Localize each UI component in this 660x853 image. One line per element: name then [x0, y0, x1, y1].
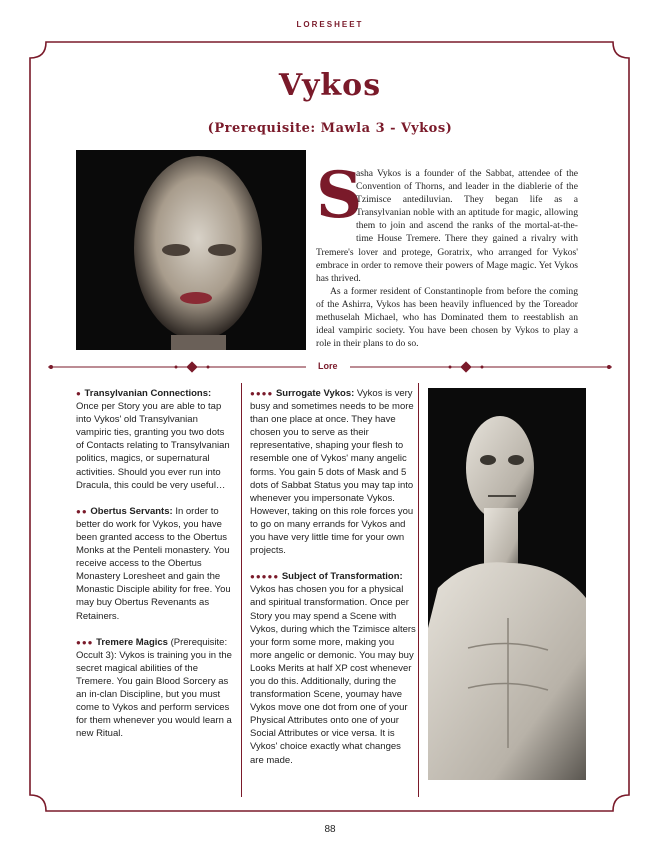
- lore-entry-name: Subject of Transformation:: [281, 571, 403, 583]
- section-header: LORESHEET: [296, 20, 364, 29]
- lore-entry-text: In order to better do work for Vykos, you have been granted access to the Obertus Monks at the Penteli monastery. You receive access to the Obertus Monastery Loresheet and gain the Monastic Disciple ability for free. You may buy Obertus Revenants as Retainers.: [76, 505, 231, 622]
- column-rule: [241, 383, 242, 797]
- dot-rating: ●●●: [76, 637, 94, 647]
- lore-entry: [76, 387, 232, 492]
- lore-entry-name: Obertus Servants:: [90, 505, 173, 517]
- page-number: 88: [324, 824, 336, 835]
- column-rule: [418, 383, 419, 797]
- lore-entry: [250, 570, 416, 766]
- prerequisite-subtitle: (Prerequisite: Mawla 3 - Vykos): [207, 121, 453, 136]
- lore-entry: [76, 636, 232, 741]
- vykos-portrait-image: [76, 150, 306, 350]
- lore-entry-name: Surrogate Vykos:: [275, 388, 355, 399]
- dot-rating: ●: [76, 389, 82, 398]
- lore-entry-text: Once per Story you are able to tap into Vykos' old Transylvanian vampiric ties, granting you two dots of Contacts relating to Transylvanian politics, magics, or supernatural activities. Should you ever run into Dracula, this could be very useful…: [76, 401, 230, 491]
- divider-label: Lore: [318, 361, 338, 371]
- lore-entry-name: Tremere Magics: [96, 636, 168, 648]
- drop-cap: S: [316, 158, 363, 233]
- lore-entry-text: Vykos is very busy and sometimes needs to be more than one place at once. They have chosen you to serve as their representative, shaping your flesh to resemble one of Vykos' many angelic forms. You gain 5 dots of Mask and 5 dots of Sabbat Status you may tap into whenever you impersonate Vykos. However, taking on this role forces you to go on many errands for Vykos and you have very little time for your own projects.: [250, 388, 414, 557]
- lore-column-left: [76, 387, 232, 753]
- intro-paragraph-1: asha Vykos is a founder of the Sabbat, attendee of the Convention of Thorns, and leader in the diablerie of the Tzimisce antediluvian. They began life as a Transylvanian noble with an aptitude for magic, allowing them to join and ascend the ranks of the mortal-at-the-time House Tremere. There they gained a rivalry with Tremere's lover and protege, Goratrix, who arranged for Vykos' embrace in order to remove their powers of Mage magic. Yet Vykos has thrived.: [316, 168, 578, 284]
- lore-column-middle: [250, 387, 416, 780]
- lore-entry-name: Transylvanian Connections:: [84, 388, 212, 399]
- dot-rating: ●●: [76, 506, 88, 516]
- dot-rating: ●●●●●: [250, 572, 280, 582]
- intro-text: [316, 158, 578, 350]
- intro-paragraph-2: As a former resident of Constantinople from before the coming of the Ashirra, Vykos has been heavily influenced by the Toreador methuselah Michael, who has Dominated them to reestablish an ideal vampiric society. You have been chosen by Vykos to play a role in their plans to do so.: [316, 285, 578, 350]
- page-title: Vykos: [278, 68, 382, 103]
- lore-entry: [250, 387, 416, 557]
- lore-entry-text: Vykos has chosen you for a physical and spiritual transformation. Once per Story you may spend a Scene with Vykos, during which the Tzimisce alters your form some more, making you more angelic or demonic. You may buy Looks Merits at half XP cost whenever you do this. Additionally, during the transformation Scene, youmay have Vykos move one dot from one of your Physical Attributes onto one of your Social Attributes or vice versa. It is Vykos' choice exactly what changes are made.: [250, 584, 416, 766]
- lore-entry-text: (Prerequisite: Occult 3): Vykos is training you in the secret magical abilities of the Tremere. You gain Blood Sorcery as an in-clan Discipline, but you must come to Vykos and perform services for them whenever you would learn a new Ritual.: [76, 636, 232, 740]
- flayed-statue-image: [428, 388, 586, 780]
- dot-rating: ●●●●: [250, 389, 274, 398]
- lore-entry: [76, 505, 232, 623]
